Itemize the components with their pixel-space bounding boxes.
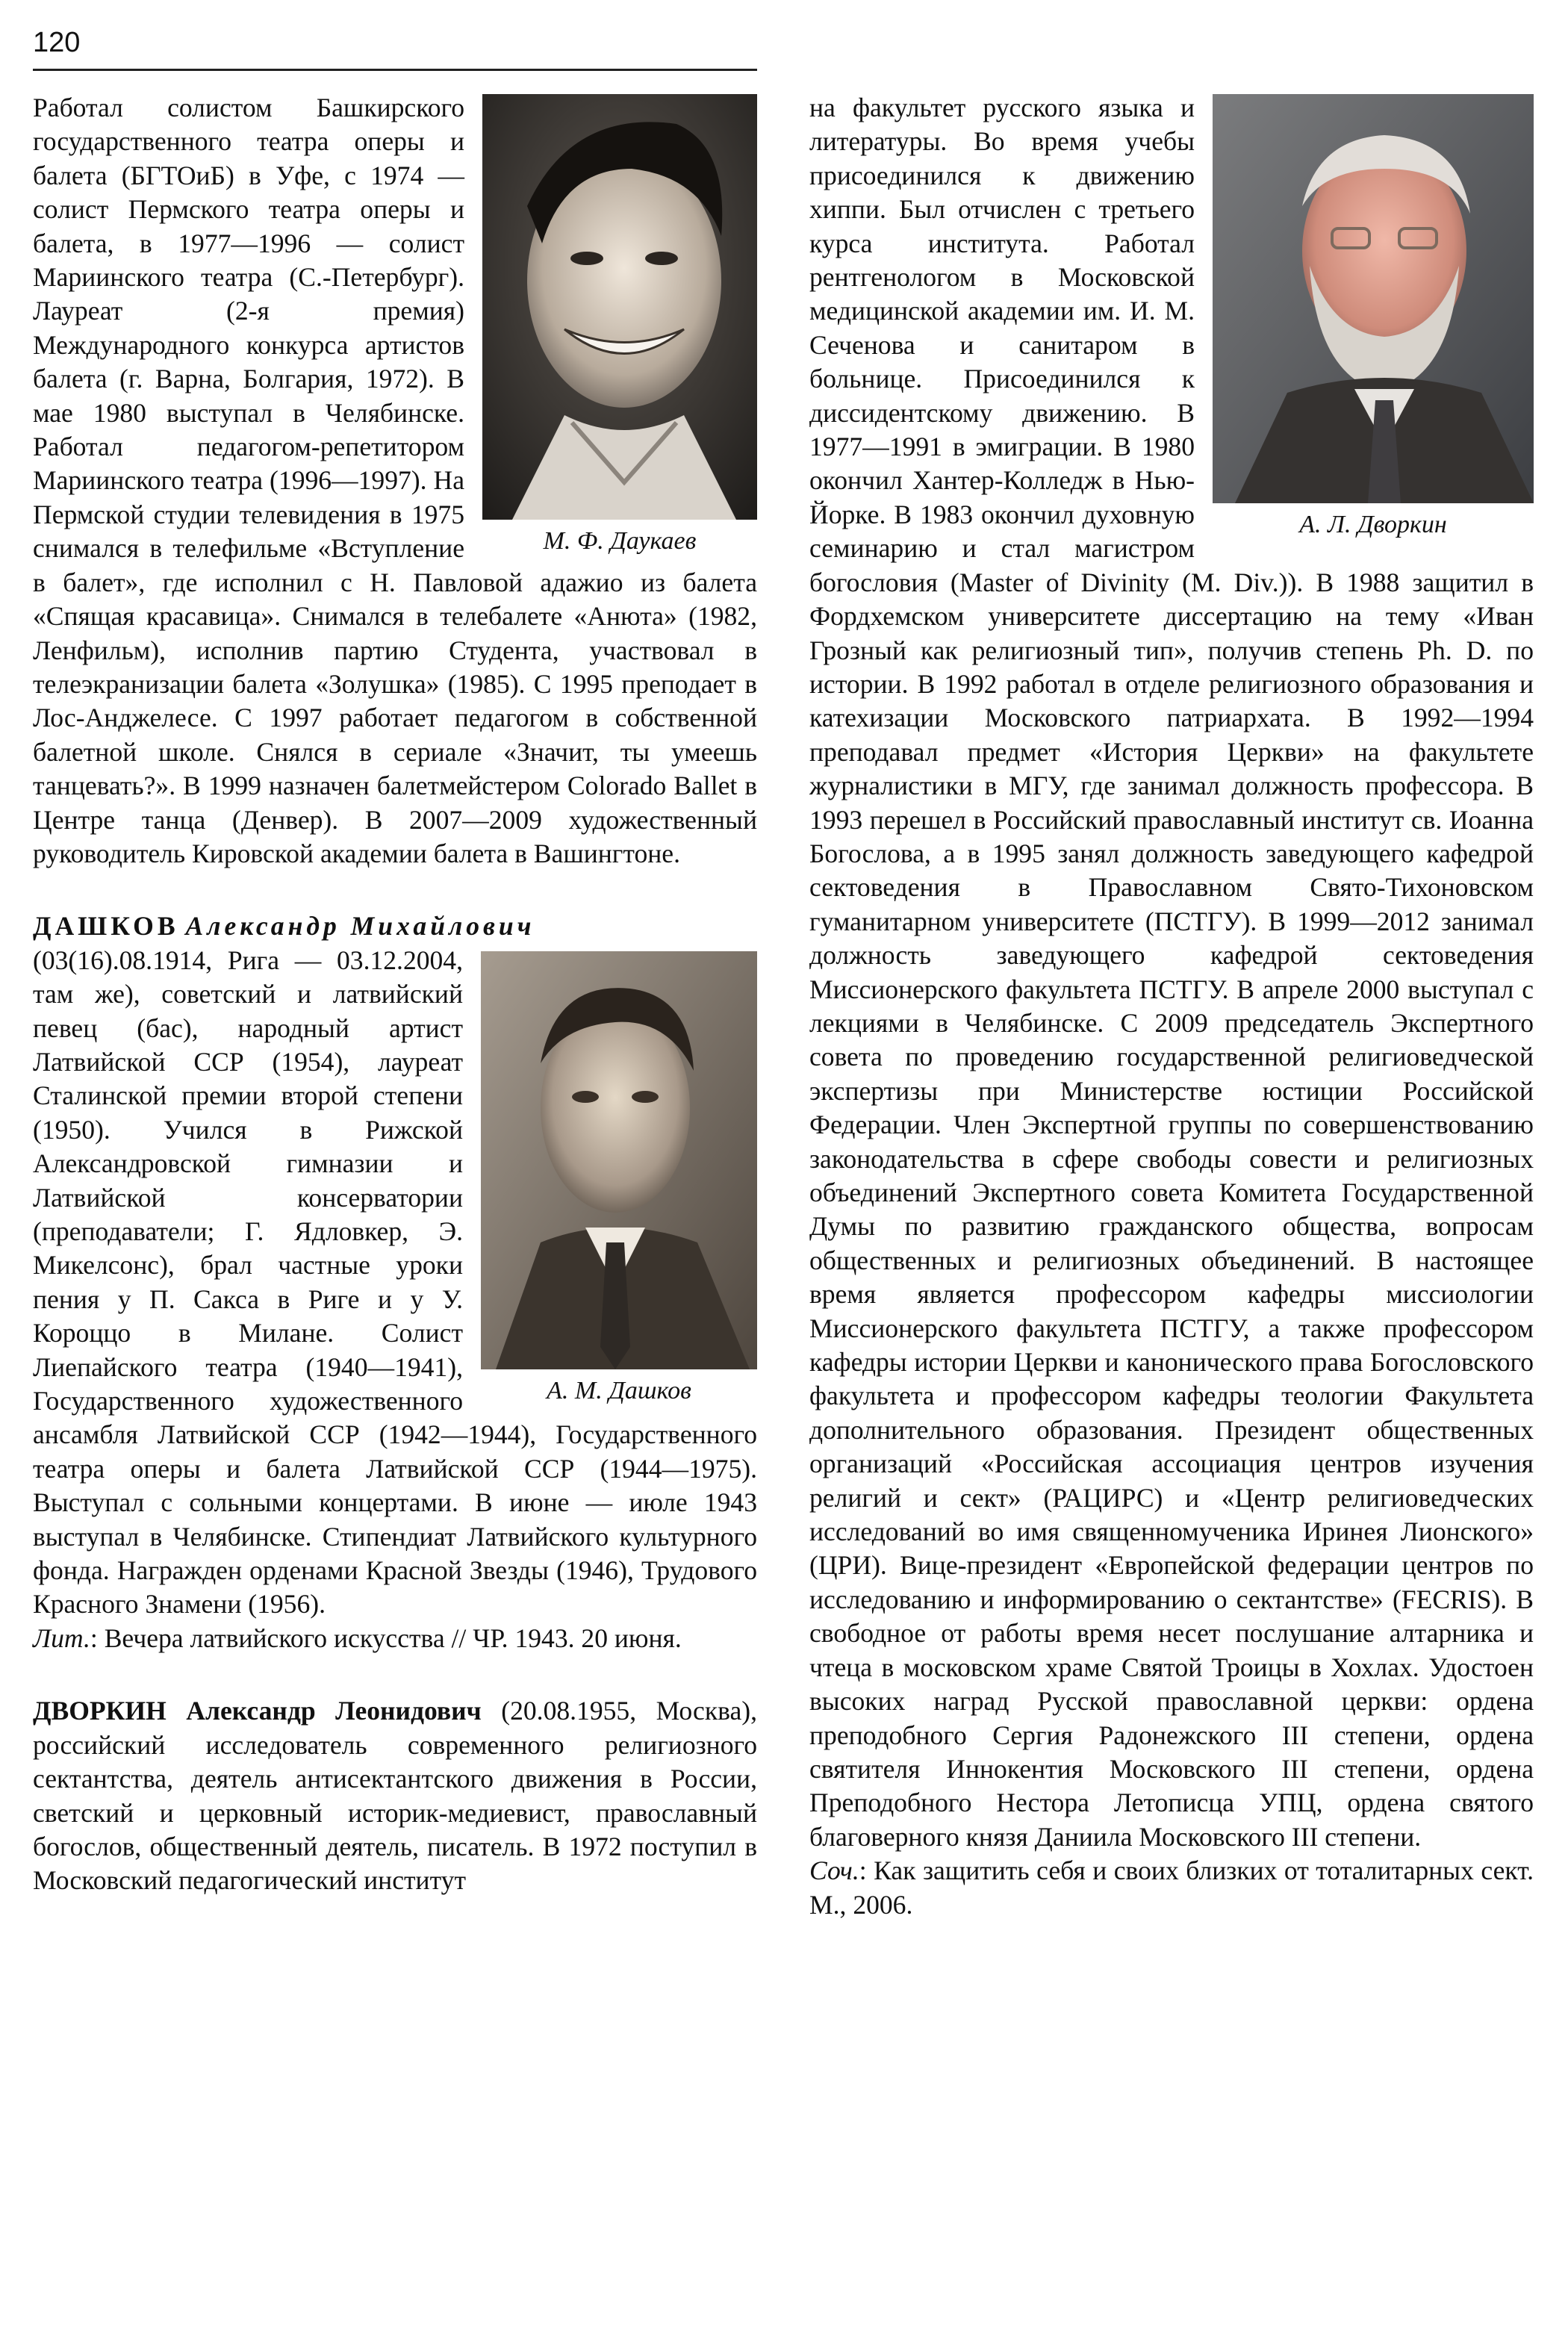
left-column bbox=[33, 91, 757, 1898]
entry-dvorkin-works-text: : Как защитить себя и своих близких от тоталитарных сект. М., 2006. bbox=[809, 1855, 1534, 1920]
right-column bbox=[809, 91, 1534, 1922]
photo-dvorkin bbox=[1213, 94, 1534, 541]
portrait-dvorkin-image bbox=[1213, 94, 1534, 503]
entry-dashkov-lit bbox=[33, 1622, 757, 1655]
entry-dashkov-surname: ДАШКОВ bbox=[33, 911, 179, 942]
portrait-dashkov-image bbox=[481, 951, 757, 1369]
photo-dashkov bbox=[481, 951, 757, 1407]
caption-dvorkin: А. Л. Дворкин bbox=[1299, 511, 1447, 538]
header-rule bbox=[33, 69, 757, 71]
photo-daukaev bbox=[482, 94, 757, 557]
entry-daukaev-text: Работал солистом Башкирского государственного театра оперы и балета (БГТОиБ) в Уфе, с 1974 — солист Пермского театра оперы и балета, в 1977—1996 — солист Мариинского театра (С.-Петербург). Лауреат (2-я премия) Международного конкурса артистов балета (г. Варна, Болгария, 1972). В мае 1980 выступал в Челябинске. Работал педагогом-репетитором Мариинского театра (1996—1997). На Пермской студии телевидения в 1975 снимался в телефильме «Вступление в балет», где исполнил с Н. Павловой адажио из балета «Спящая красавица». Снимался в телебалете «Анюта» (1982, Ленфильм), исполнив партию Студента, участвовал в телеэкранизации балета «Золушка» (1985). С 1995 преподает в Лос-Анджелесе. С 1997 работает педагогом в собственной балетной школе. Снялся в сериале «Значит, ты умеешь танцевать?». В 1999 назначен балетмейстером Colorado Ballet в Центре танца (Денвер). В 2007—2009 художественный руководитель Кировской академии балета в Вашингтоне. bbox=[33, 93, 757, 868]
entry-dvorkin-text-right: на факультет русского языка и литературы. Во время учебы присоединился к движению хиппи. Был отчислен с третьего курса института. Работал рентгенологом в Московской медицинской академии им. И. М. Сеченова и санитаром в больнице. Присоединился к диссидентскому движению. В 1977—1991 в эмиграции. В 1980 окончил Хантер-Колледж в Нью-Йорке. В 1983 окончил духовную семинарию и стал магистром богословия (Master of Divinity (M. Div.)). В 1988 защитил в Фордхемском университете диссертацию на тему «Иван Грозный как религиозный тип», получив степень Ph. D. по истории. В 1992 работал в отделе религиозного образования и катехизации Московского патриархата. В 1992—1994 преподавал предмет «История Церкви» на факультете журналистики в МГУ, где занимал должность профессора. В 1993 перешел в Российский православный институт св. Иоанна Богослова, а в 1995 занял должность заведующего кафедрой сектоведения в Православном Свято-Тихоновском гуманитарном университете (ПСТГУ). В 1999—2012 занимал должность заведующего кафедрой сектоведения Миссионерского факультета ПСТГУ. В апреле 2000 выступал с лекциями в Челябинске. С 2009 председатель Экспертного совета по проведению государственной религиоведческой экспертизы при Министерстве юстиции Российской Федерации. Член Экспертной группы по совершенствованию законодательства в сфере свободы совести и религиозных объединений Экспертного совета Комитета Государственной Думы по развитию гражданского общества, вопросам общественных и религиозных объединений. В настоящее время является профессором кафедры миссиологии Миссионерского факультета ПСТГУ, а также профессором кафедры истории Церкви и канонического права Богословского факультета и профессором кафедры теологии Факультета дополнительного образования. Президент общественных организаций «Российская ассоциация центров изучения религий и сект» (РАЦИРС) и «Центр религиоведческих исследований во имя священномученика Иринея Лионского» (ЦРИ). Вице-президент «Европейской федерации центров по исследованию и информированию о сектантстве» (FECRIS). В свободное от работы время несет послушание алтарника и чтеца в московском храме Святой Троицы в Хохлах. Удостоен высоких наград Русской православной церкви: ордена преподобного Сергия Радонежского III степени, ордена святителя Иннокентия Московского III степени, ордена Преподобного Нестора Летописца УПЦ, ордена святого благоверного князя Даниила Московского III степени. bbox=[809, 93, 1534, 1852]
entry-dvorkin-name: ДВОРКИН Александр Леонидович bbox=[33, 1696, 482, 1726]
entry-dashkov-lit-label: Лит. bbox=[33, 1623, 90, 1653]
caption-daukaev: М. Ф. Даукаев bbox=[543, 527, 697, 555]
entry-dashkov bbox=[33, 909, 757, 943]
entry-dvorkin-works-label: Соч. bbox=[809, 1855, 859, 1886]
portrait-daukaev-image bbox=[482, 94, 757, 520]
page-number: 120 bbox=[33, 27, 81, 58]
entry-dvorkin-works bbox=[809, 1854, 1534, 1922]
entry-dashkov-given: Александр Михайлович bbox=[185, 911, 535, 942]
entry-dvorkin-left bbox=[33, 1694, 757, 1897]
entry-dashkov-lit-text: : Вечера латвийского искусства // ЧР. 1943. 20 июня. bbox=[90, 1623, 682, 1653]
caption-dashkov: А. М. Дашков bbox=[547, 1376, 691, 1404]
entry-dashkov-text: (03(16).08.1914, Рига — 03.12.2004, там же), советский и латвийский певец (бас), народный артист Латвийской ССР (1954), лауреат Сталинской премии второй степени (1950). Учился в Рижской Александровской гимназии и Латвийской консерватории (преподаватели; Г. Ядловкер, Э. Микелсонс), брал частные уроки пения у П. Сакса в Риге и у У. Короццо в Милане. Солист Лиепайского театра (1940—1941), Государственного художественного ансамбля Латвийской ССР (1942—1944), Государственного театра оперы и балета Латвийской ССР (1944—1975). Выступал с сольными концертами. В июне — июле 1943 выступал в Челябинске. Стипендиат Латвийского культурного фонда. Награжден орденами Красной Звезды (1946), Трудового Красного Знамени (1956). bbox=[33, 945, 757, 1620]
entry-dvorkin-text-left: (20.08.1955, Москва), российский исследователь современного религиозного сектантства, деятель антисектантского движения в России, светский и церковный историк-медиевист, православный богослов, общественный деятель, писатель. В 1972 поступил в Московский педагогический институт bbox=[33, 1696, 757, 1896]
